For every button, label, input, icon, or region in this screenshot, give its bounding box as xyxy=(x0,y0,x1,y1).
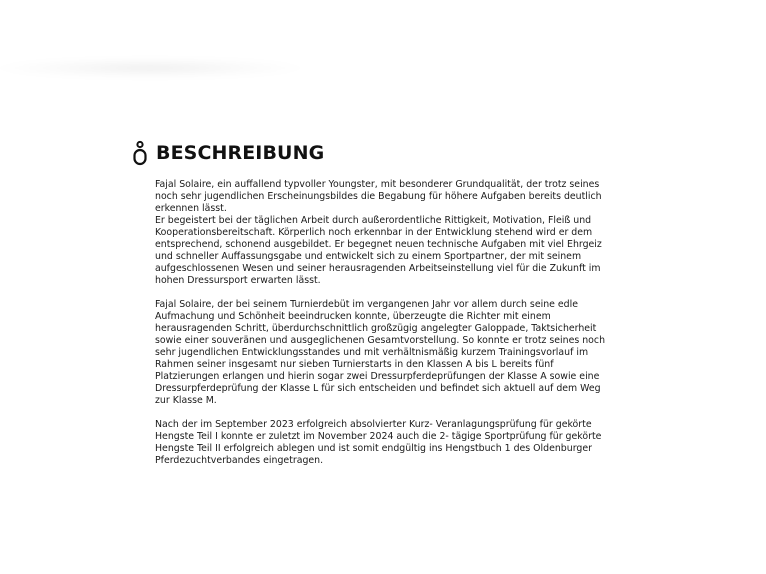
section-header xyxy=(132,139,622,167)
stacked-o-logo-icon xyxy=(132,140,148,166)
description-section xyxy=(132,139,622,479)
top-shadow-decoration xyxy=(0,58,300,78)
description-paragraph-3: Nach der im September 2023 erfolgreich absolvierter Kurz- Veranlagungsprüfung für gekörte Hengste Teil I konnte er zuletzt im November 2024 auch die 2- tägige Sportprüfung für gekörte Hengste Teil II erfolgreich ablegen und ist somit endgültig ins Hengstbuch 1 des Oldenburger Pferdezuchtverbandes eingetragen. xyxy=(155,419,602,466)
description-paragraph-2: Fajal Solaire, der bei seinem Turnierdebüt im vergangenen Jahr vor allem durch seine edle Aufmachung und Schönheit beeindrucken konnte, überzeugte die Richter mit einem herausragenden Schritt, überdurchschnittlich großzügig angelegter Galoppade, Taktsicherheit sowie einer souveränen und ausgeglichenen Gesamtvorstellung. So konnte er trotz seines noch sehr jugendlichen Entwicklungsstandes und mit verhältnismäßig kurzem Trainingsvorlauf im Rahmen seiner insgesamt nur sieben Turnierstarts in den Klassen A bis L bereits fünf Platzierungen erlangen und hierin sogar zwei Dressurpferdeprüfungen der Klasse A sowie eine Dressurpferdeprüfung der Klasse L für sich entscheiden und befindet sich aktuell auf dem Weg zur Klasse M. xyxy=(155,299,606,406)
section-title: BESCHREIBUNG xyxy=(156,142,325,164)
description-body xyxy=(155,179,615,467)
description-paragraph-1: Fajal Solaire, ein auffallend typvoller Youngster, mit besonderer Grundqualität, der trotz seines noch sehr jugendlichen Erscheinungsbildes die Begabung für höhere Aufgaben bereits deutlich erkennen lässt. Er begeistert bei der täglichen Arbeit durch außerordentliche Rittigkeit, Motivation, Fleiß und Kooperationsbereitschaft. Körperlich noch erkennbar in der Entwicklung stehend wird er dem entsprechend, schonend ausgebildet. Er begegnet neuen technische Aufgaben mit viel Ehrgeiz und schneller Auffassungsgabe und entwickelt sich zu einem Sportpartner, der mit seinem aufgeschlossenen Wesen und seiner herausragenden Arbeitseinstellung viel für die Zukunft im hohen Dressursport erwarten lässt. xyxy=(155,179,602,286)
